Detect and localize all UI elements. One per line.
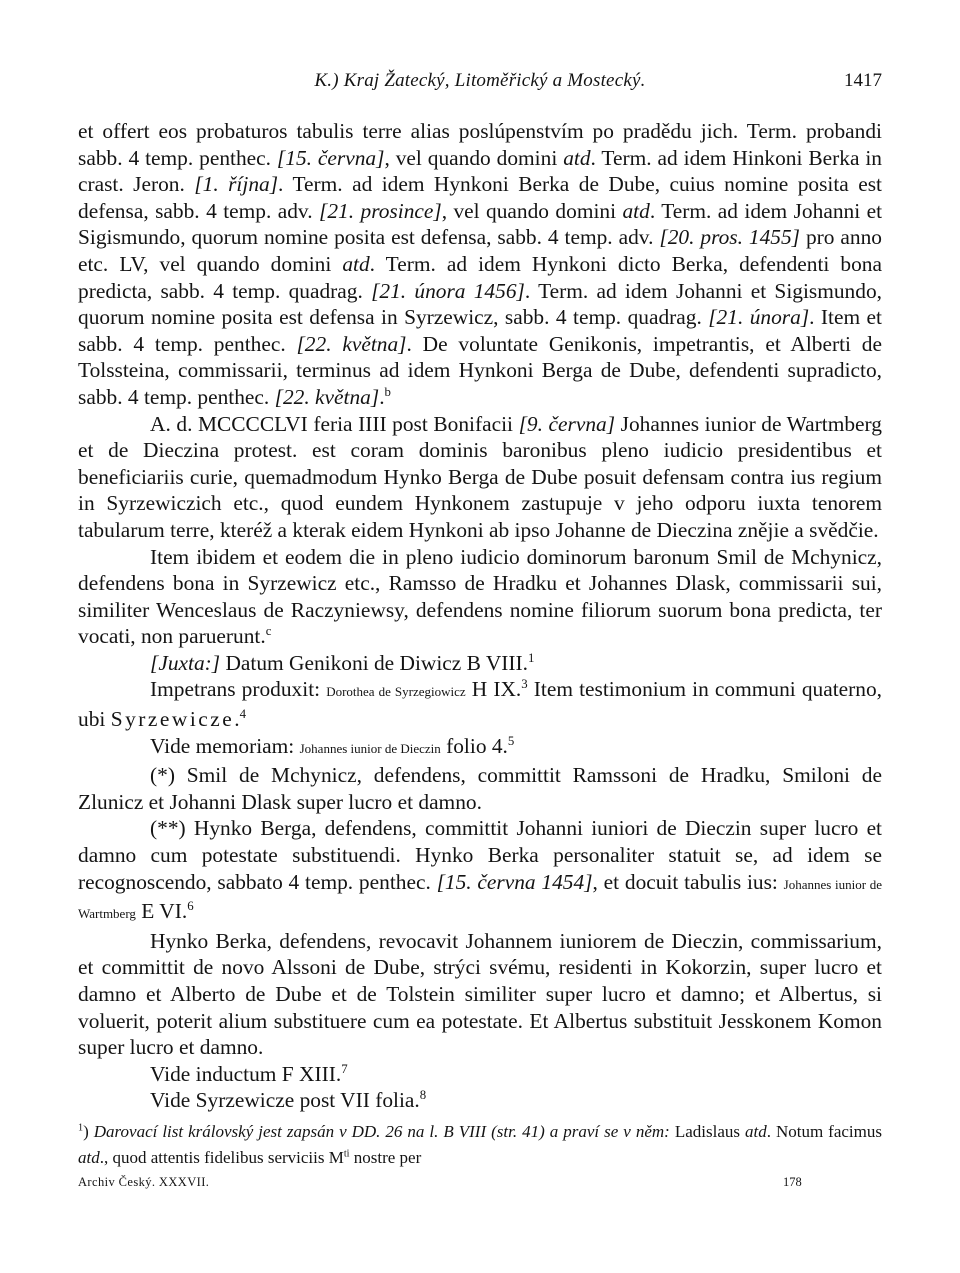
text-segment: , et docuit tabulis ius: bbox=[592, 869, 784, 894]
text-segment: , vel quando domini bbox=[384, 145, 564, 170]
italic-segment: [15. června] bbox=[276, 145, 385, 170]
text-segment: . Term. ad idem Johanni et Sigismundo, quorum nomine posita est defensa in Syrzewicz, sabb. 4 temp. quadrag. bbox=[78, 278, 882, 330]
paragraph bbox=[78, 815, 882, 927]
footnote-marker: 5 bbox=[507, 733, 515, 748]
text-segment: A. d. MCCCCLVI feria IIII post Bonifacii bbox=[150, 411, 519, 436]
italic-segment: [22. května] bbox=[274, 384, 380, 409]
text-segment: Ladislaus bbox=[669, 1121, 745, 1141]
text-segment: . Term. ad idem Johanni et Sigismundo, quorum nomine posita est defensa, sabb. 4 temp. adv. bbox=[78, 198, 883, 250]
text-segment: Johannes iunior de Wartmberg et de Dieczina protest. est coram dominis baronibus pleno iudicio presidentibus et beneficiariis curie, quemadmodum Hynko Berga de Dube posuit defensam contra ius regium in Syrzewiczich etc., quod eundem Hynkonem zastupuje v jeho odporu iuxta tenorem tabularum terre, kteréž a kterak eidem Hynkoni ab ipso Johanne de Dieczina znějie a svědčie. bbox=[78, 411, 882, 542]
footnote-marker: 3 bbox=[521, 677, 528, 692]
text-segment: ) bbox=[83, 1121, 94, 1141]
text-segment: Item testimonium in communi quaterno, ubi bbox=[78, 677, 883, 732]
text-segment: H IX. bbox=[465, 677, 522, 702]
page-number: 1417 bbox=[844, 70, 882, 91]
small-caps-segment: Dorothea de Syrzegiowicz bbox=[326, 684, 466, 700]
text-segment: (**) Hynko Berga, defendens, committit Johanni iuniori de Dieczin super lucro et damno cum potestate substituendi. Hynko Berka personaliter statuit se, ad idem se recognoscendo, sabbato 4 temp. penthec. bbox=[78, 816, 882, 894]
text-segment: . Term. ad idem Hinkoni Berka in crast. Jeron. bbox=[78, 145, 883, 197]
text-segment: . Notum facimus bbox=[766, 1121, 882, 1141]
italic-segment: Darovací list královský jest zapsán v DD. 26 na l. B VIII (str. 41) a praví se v něm: bbox=[93, 1121, 670, 1141]
paragraph bbox=[78, 928, 882, 1061]
text-segment: pro anno etc. LV, vel quando domini bbox=[78, 225, 882, 276]
footnote-marker: 4 bbox=[239, 706, 247, 721]
text-segment: . De voluntate Genikonis, impetrantis, et Alberti de Tolssteina, commissarii, terminus ad idem Hynkoni Berga de Dube, defendenti supradicto, sabb. 4 temp. penthec. bbox=[78, 331, 882, 409]
paragraph bbox=[78, 544, 882, 650]
paragraph bbox=[78, 762, 882, 815]
footnote-marker: 7 bbox=[341, 1061, 348, 1076]
italic-segment: [1. října] bbox=[194, 172, 279, 197]
paragraph bbox=[78, 411, 882, 544]
text-segment: . Term. ad idem Hynkoni Berka de Dube, cuius nomine posita est defensa, sabb. 4 temp. adv. bbox=[78, 172, 883, 223]
text-segment: Vide Syrzewicze post VII folia. bbox=[150, 1088, 420, 1113]
text-segment: Hynko Berka, defendens, revocavit Johannem iuniorem de Dieczin, commissarium, et committit de novo Alssoni de Dube, strýci svému, residenti in Kokorzin, super lucro et damno et Alberto de Dube et de Tolstein similiter super lucro et damno; et Albertus, si voluerit, poterit alium substituere cum ea potestate. Et Albertus substituit Jesskonem Komon super lucro et damno. bbox=[78, 928, 882, 1060]
text-segment: Vide inductum F XIII. bbox=[150, 1061, 342, 1086]
paragraph bbox=[78, 118, 882, 411]
text-segment: (*) Smil de Mchynicz, defendens, committit Ramssoni de Hradku, Smiloni de Zlunicz et Johanni Dlask super lucro et damno. bbox=[78, 763, 882, 814]
text-segment: . bbox=[379, 384, 385, 409]
italic-segment: [21. února 1456] bbox=[371, 278, 525, 303]
footnote-marker: 1 bbox=[528, 650, 535, 665]
small-caps-segment: Johannes iunior de Dieczin bbox=[299, 740, 441, 756]
italic-segment: atd bbox=[622, 198, 650, 223]
italic-segment: [9. června] bbox=[518, 411, 616, 436]
small-caps-segment: Johannes iunior de Wartmberg bbox=[78, 876, 882, 922]
footnote-marker: b bbox=[384, 384, 391, 399]
text-segment: E VI. bbox=[135, 899, 188, 924]
text-segment: ., quod attentis fidelibus serviciis M bbox=[99, 1147, 344, 1167]
text-segment: . bbox=[234, 707, 240, 732]
text-segment: . Item et sabb. 4 temp. penthec. bbox=[78, 305, 882, 356]
italic-segment: [22. května] bbox=[296, 331, 407, 356]
paragraph bbox=[78, 733, 882, 763]
paragraph bbox=[78, 650, 882, 677]
text-segment: Vide memoriam: bbox=[150, 733, 300, 758]
body-text bbox=[78, 118, 882, 1114]
page-footer bbox=[78, 1175, 882, 1195]
footnote-marker: 8 bbox=[419, 1088, 427, 1103]
text-segment: Impetrans produxit: bbox=[150, 677, 327, 702]
footnote bbox=[78, 1119, 882, 1171]
italic-segment: [21. prosince] bbox=[319, 198, 442, 223]
italic-segment: atd bbox=[78, 1147, 100, 1167]
text-segment: Datum Genikoni de Diwicz B VIII. bbox=[220, 650, 529, 675]
text-segment: , vel quando domini bbox=[441, 198, 623, 223]
footnote-marker: 6 bbox=[187, 899, 194, 914]
italic-segment: [21. února] bbox=[708, 305, 810, 330]
running-title: K.) Kraj Žatecký, Litoměřický a Mostecký. bbox=[314, 70, 646, 91]
text-segment: et offert eos probaturos tabulis terre alias poslúpenstvím po pradědu jich. Term. probandi sabb. 4 temp. penthec. bbox=[78, 119, 882, 170]
paragraph bbox=[78, 1087, 882, 1114]
italic-segment: atd bbox=[563, 145, 591, 170]
italic-segment: atd bbox=[342, 251, 370, 276]
italic-segment: atd bbox=[744, 1121, 767, 1141]
document-page bbox=[78, 70, 882, 1195]
sheet-number: 178 bbox=[783, 1174, 802, 1189]
italic-segment: [20. pros. 1455] bbox=[659, 225, 801, 250]
paragraph bbox=[78, 1061, 882, 1088]
italic-segment: [15. června 1454] bbox=[436, 869, 593, 894]
text-segment: folio 4. bbox=[440, 733, 508, 758]
text-segment: nostre per bbox=[349, 1147, 422, 1167]
italic-segment: [Juxta:] bbox=[150, 650, 221, 675]
footnote-marker: 1 bbox=[78, 1122, 84, 1134]
spaced-segment: Syrzewicze bbox=[110, 707, 235, 732]
footnote-text bbox=[78, 1119, 882, 1171]
running-header bbox=[78, 70, 882, 100]
footnote-marker: ti bbox=[343, 1148, 350, 1160]
footnote-marker: c bbox=[265, 624, 272, 639]
text-segment: . Term. ad idem Hynkoni dicto Berka, defendenti bona predicta, sabb. 4 temp. quadrag. bbox=[78, 251, 882, 303]
paragraph bbox=[78, 676, 882, 732]
signature-mark: Archiv Český. XXXVII. bbox=[78, 1174, 210, 1189]
text-segment: Item ibidem et eodem die in pleno iudicio dominorum baronum Smil de Mchynicz, defendens bona in Syrzewicz etc., Ramsso de Hradku et Johannes Dlask, commissarii sui, similiter Wenceslaus de Raczyniewsy, defendens nomine filiorum suorum bona predicta, ter vocati, non paruerunt. bbox=[78, 544, 882, 649]
